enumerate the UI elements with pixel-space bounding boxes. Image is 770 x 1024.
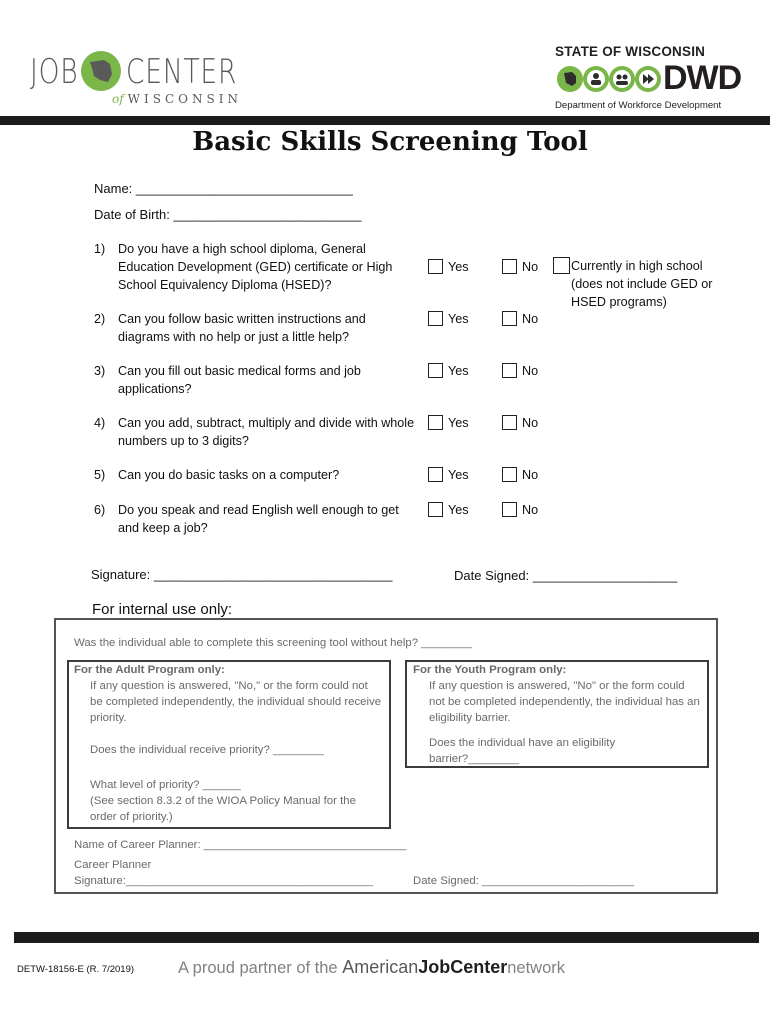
american-job-center-tagline: A proud partner of the AmericanJobCenternetwork <box>178 957 566 977</box>
q6-no-checkbox[interactable]: No <box>502 501 538 519</box>
q5-yes-checkbox[interactable]: Yes <box>428 466 469 484</box>
dwd-state-text: STATE OF WISCONSIN <box>555 44 706 59</box>
q3-no-checkbox[interactable]: No <box>502 362 538 380</box>
form-title: Basic Skills Screening Tool <box>192 127 588 157</box>
dwd-department-text: Department of Workforce Development <box>555 100 722 111</box>
internal-use-title: For internal use only: <box>92 601 233 618</box>
question-4: 4) Can you add, subtract, multiply and divide with whole numbers up to 3 digits? <box>94 414 414 452</box>
question-2: 2) Can you follow basic written instructions and diagrams with no help or just a little help? <box>94 310 414 348</box>
question-text: Do you have a high school diploma, General Education Development (GED) certificate or High School Equivalency Diploma (HSED)? <box>118 242 393 292</box>
adult-priority-question[interactable]: Does the individual receive priority? ________ <box>90 744 324 756</box>
date-signed-field[interactable]: Date Signed: ____________________ <box>454 568 678 583</box>
q4-yes-checkbox[interactable]: Yes <box>428 414 469 432</box>
adult-program-header: For the Adult Program only: <box>74 664 225 676</box>
career-planner-signature-field[interactable]: Signature:_______________________________________ <box>74 875 373 887</box>
career-planner-label: Career Planner <box>74 859 152 871</box>
q1-current-hs-checkbox[interactable] <box>553 257 570 274</box>
wisconsin-globe-icon <box>80 50 122 92</box>
q1-yes-checkbox[interactable]: Yes <box>428 258 469 276</box>
question-5: 5) Can you do basic tasks on a computer? <box>94 466 414 486</box>
footer-divider-bar <box>14 932 759 943</box>
question-6: 6) Do you speak and read English well enough to get and keep a job? <box>94 501 414 539</box>
q1-no-checkbox[interactable]: No <box>502 258 538 276</box>
form-code: DETW-18156-E (R. 7/2019) <box>17 964 135 975</box>
question-text: Can you follow basic written instructions and diagrams with no help or just a little help? <box>118 312 366 344</box>
logo-center-text: CENTER <box>126 52 238 92</box>
youth-program-text: If any question is answered, "No" or the form could not be completed independently, the individual has an eligibility barrier. <box>429 680 700 724</box>
name-field[interactable]: Name: ______________________________ <box>94 181 353 196</box>
current-high-school-label: Currently in high school (does not include GED or HSED programs) <box>571 259 713 309</box>
q5-no-checkbox[interactable]: No <box>502 466 538 484</box>
adult-program-text: If any question is answered, "No," or the form could not be completed independently, the individual should receive priority. <box>90 680 382 724</box>
header-divider-bar <box>0 116 770 125</box>
career-planner-date-field[interactable]: Date Signed: ________________________ <box>413 875 635 887</box>
q4-no-checkbox[interactable]: No <box>502 414 538 432</box>
dwd-letters: DWD <box>663 59 742 97</box>
signature-field[interactable]: Signature: _________________________________ <box>91 567 393 582</box>
logo-subtitle: of WISCONSIN <box>112 92 242 106</box>
q3-yes-checkbox[interactable]: Yes <box>428 362 469 380</box>
question-text: Can you add, subtract, multiply and divide with whole numbers up to 3 digits? <box>118 416 415 448</box>
independent-completion-question[interactable]: Was the individual able to complete this screening tool without help? ________ <box>74 637 472 649</box>
question-text: Can you fill out basic medical forms and job applications? <box>118 364 361 396</box>
youth-program-header: For the Youth Program only: <box>413 664 567 676</box>
q2-no-checkbox[interactable]: No <box>502 310 538 328</box>
adult-priority-level[interactable]: What level of priority? ______ <box>90 779 241 791</box>
career-planner-name-field[interactable]: Name of Career Planner: ________________________________ <box>74 839 407 851</box>
adult-priority-reference: (See section 8.3.2 of the WIOA Policy Manual for the order of priority.) <box>90 795 356 823</box>
job-center-logo <box>30 48 242 112</box>
question-3: 3) Can you fill out basic medical forms and job applications? <box>94 362 414 400</box>
dwd-circles-icon <box>557 64 667 94</box>
question-text: Do you speak and read English well enough to get and keep a job? <box>118 503 399 535</box>
youth-barrier-question[interactable]: Does the individual have an eligibility barrier?________ <box>429 737 616 765</box>
q6-yes-checkbox[interactable]: Yes <box>428 501 469 519</box>
logo-job-text: JOB <box>30 52 79 92</box>
q2-yes-checkbox[interactable]: Yes <box>428 310 469 328</box>
question-1: 1) Do you have a high school diploma, General Education Development (GED) certificate or High School Equivalency Diploma (HSED)? <box>94 240 414 296</box>
date-of-birth-field[interactable]: Date of Birth: __________________________ <box>94 207 362 222</box>
dwd-logo <box>555 44 740 116</box>
question-text: Can you do basic tasks on a computer? <box>118 468 340 482</box>
